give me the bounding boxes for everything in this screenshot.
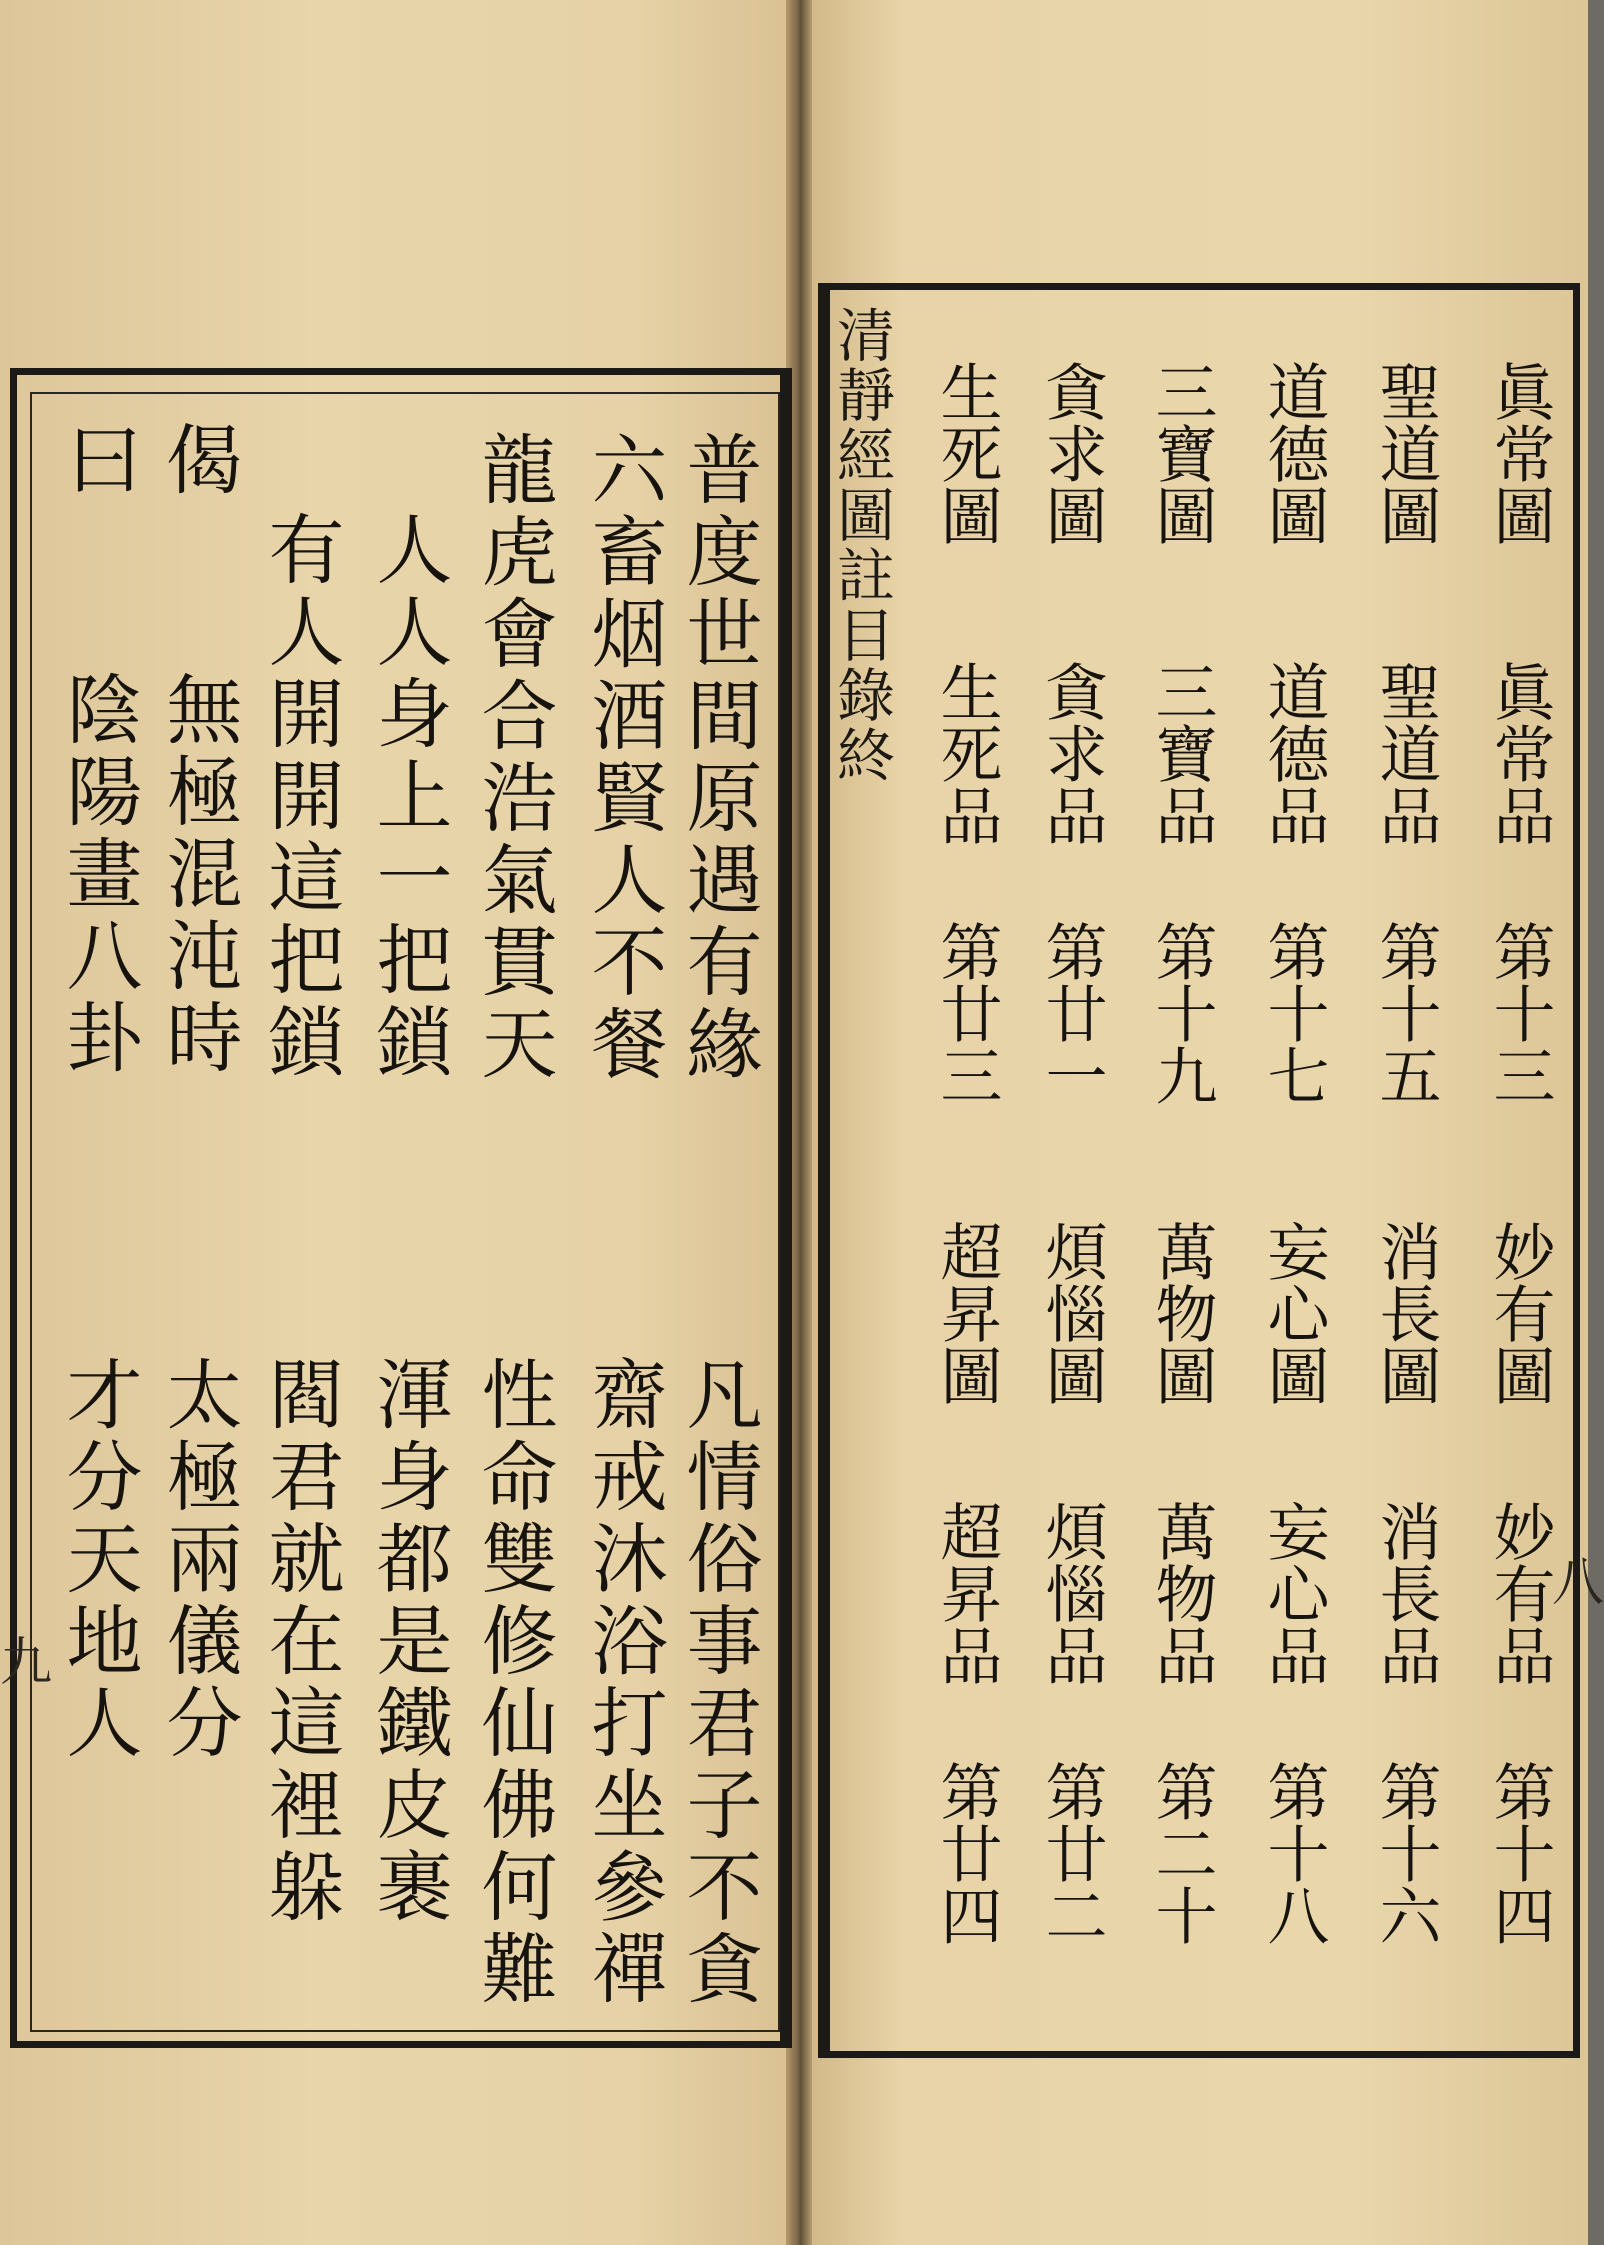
left-edge-folio-mark: 九	[0, 1633, 53, 1693]
toc-row-5-chapter: 貪求品	[1035, 660, 1108, 846]
toc-row-4-chart: 三寶圖	[1145, 360, 1218, 546]
toc-row-2-chart-2: 消長圖	[1369, 1220, 1442, 1406]
toc-row-1-number: 第十三	[1483, 920, 1556, 1106]
toc-row-5-number: 第廿一	[1035, 920, 1108, 1106]
toc-row-4-number: 第十九	[1145, 920, 1218, 1106]
toc-row-3-chart: 道德圖	[1257, 360, 1330, 546]
toc-row-4-chart-2: 萬物圖	[1145, 1220, 1218, 1406]
toc-row-3-number: 第十七	[1257, 920, 1330, 1106]
verse-heading-ji: 偈	[154, 420, 243, 502]
catalog-end-title: 清靜經圖註目錄終	[827, 305, 895, 785]
toc-row-5-chart: 貪求圖	[1035, 360, 1108, 546]
verse-column-5-top: 有人開開這把鎖	[256, 510, 345, 1084]
toc-row-3-chart-2: 妄心圖	[1257, 1220, 1330, 1406]
toc-row-2-number: 第十五	[1369, 920, 1442, 1106]
toc-row-5-chart-2: 煩惱圖	[1035, 1220, 1108, 1406]
toc-row-3-chapter: 道德品	[1257, 660, 1330, 846]
verse-column-6-top: 無極混沌時	[154, 670, 243, 1080]
toc-row-2-chapter: 聖道品	[1369, 660, 1442, 846]
toc-row-1-chart-2: 妙有圖	[1483, 1220, 1556, 1406]
verse-column-5-bottom: 閻君就在這裡躲	[256, 1355, 345, 1929]
verse-column-2-bottom: 齋戒沐浴打坐參禪	[579, 1355, 668, 2011]
verse-column-3-bottom: 性命雙修仙佛何難	[469, 1355, 558, 2011]
verse-column-2-top: 六畜烟酒賢人不餐	[579, 430, 668, 1086]
toc-row-2-number-2: 第十六	[1369, 1760, 1442, 1946]
verse-column-6-bottom: 太極兩儀分	[154, 1355, 243, 1765]
toc-row-6-chapter: 生死品	[930, 660, 1003, 846]
verse-column-1-top: 普度世間原遇有緣	[674, 430, 763, 1086]
toc-row-2-chapter-2: 消長品	[1369, 1500, 1442, 1686]
toc-row-1-number-2: 第十四	[1483, 1760, 1556, 1946]
toc-row-6-chart-2: 超昇圖	[930, 1220, 1003, 1406]
toc-row-1-chart: 眞常圖	[1483, 360, 1556, 546]
toc-row-1-chapter-2: 妙有品	[1483, 1500, 1556, 1686]
toc-row-2-chart: 聖道圖	[1369, 360, 1442, 546]
verse-column-4-top: 人人身上一把鎖	[364, 510, 453, 1084]
verse-column-1-bottom: 凡情俗事君子不貪	[674, 1355, 763, 2011]
toc-row-5-chapter-2: 煩惱品	[1035, 1500, 1108, 1686]
toc-row-6-chart: 生死圖	[930, 360, 1003, 546]
toc-row-6-chapter-2: 超昇品	[930, 1500, 1003, 1686]
verse-column-7-top: 陰陽畫八卦	[54, 670, 143, 1080]
verse-column-3-top: 龍虎會合浩氣貫天	[469, 430, 558, 1086]
verse-column-7-bottom: 才分天地人	[54, 1355, 143, 1765]
toc-row-4-number-2: 第二十	[1145, 1760, 1218, 1946]
toc-row-6-number: 第廿三	[930, 920, 1003, 1106]
right-edge-folio-mark: 八	[1552, 1553, 1604, 1613]
toc-row-4-chapter-2: 萬物品	[1145, 1500, 1218, 1686]
toc-row-6-number-2: 第廿四	[930, 1760, 1003, 1946]
toc-row-3-number-2: 第十八	[1257, 1760, 1330, 1946]
toc-row-5-number-2: 第廿二	[1035, 1760, 1108, 1946]
toc-row-1-chapter: 眞常品	[1483, 660, 1556, 846]
toc-row-4-chapter: 三寶品	[1145, 660, 1218, 846]
toc-row-3-chapter-2: 妄心品	[1257, 1500, 1330, 1686]
verse-heading-yue: 曰	[54, 420, 143, 502]
verse-column-4-bottom: 渾身都是鐵皮裹	[364, 1355, 453, 1929]
